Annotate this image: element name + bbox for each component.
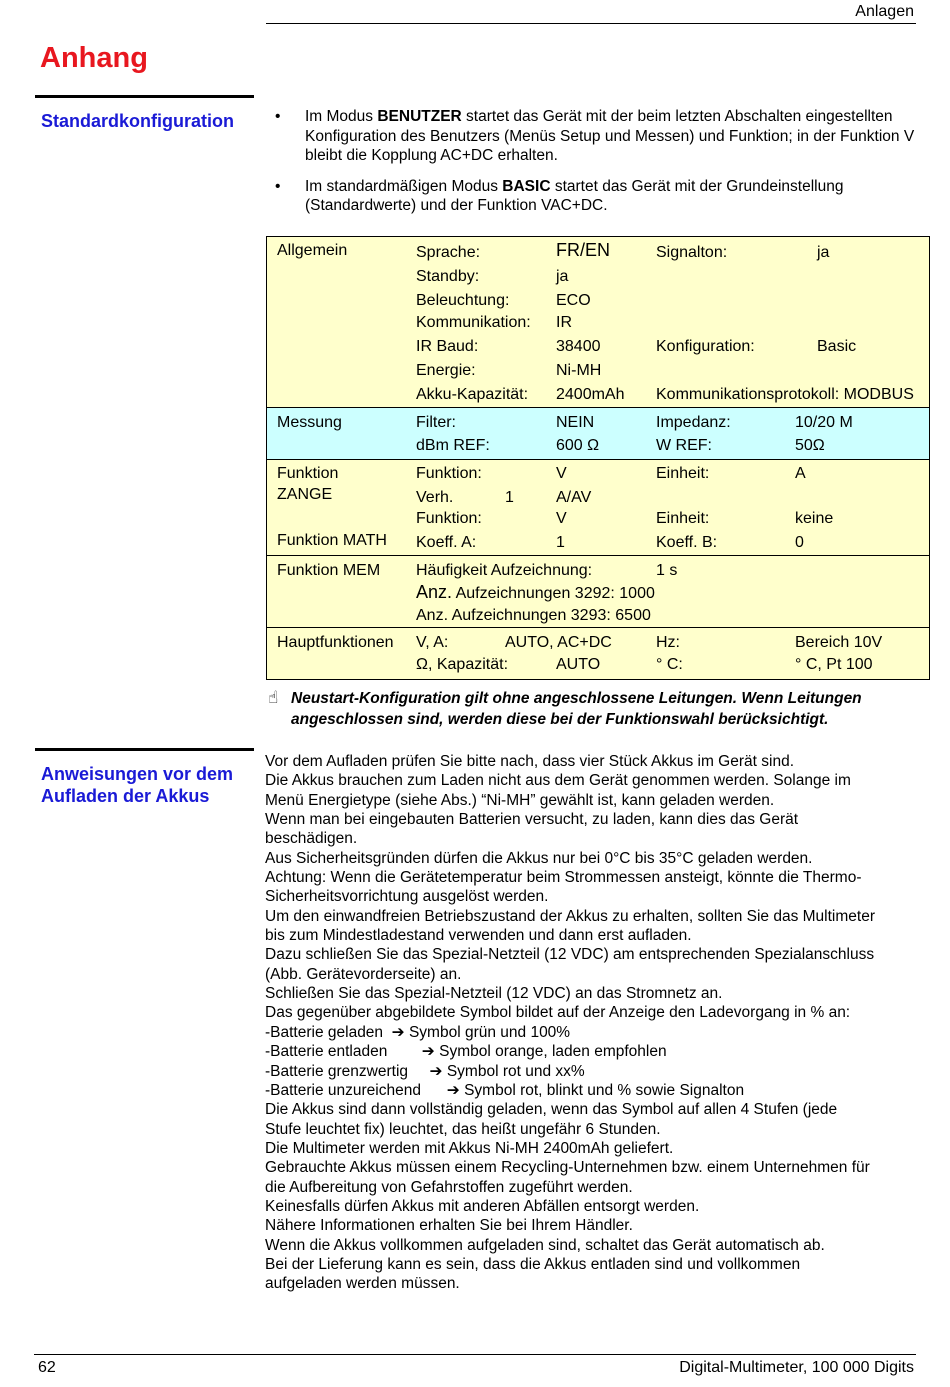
text-line: Die Akkus sind dann vollständig geladen, wenn das Symbol auf allen 4 Stufen (jede (265, 1101, 838, 1119)
group-label: ZANGE (277, 486, 333, 503)
group-label: Funktion (277, 465, 339, 482)
text-line: bis zum Mindestladestand verwenden und dann erst aufladen. (265, 927, 692, 945)
group-label: Hauptfunktionen (277, 634, 394, 651)
cell-label: Energie: (416, 362, 476, 379)
cell-label: IR Baud: (416, 338, 479, 355)
bullet-text: Im standardmäßigen Modus (305, 177, 503, 195)
header-rule (266, 23, 916, 24)
bullet-keyword: BASIC (502, 177, 551, 195)
cell-label: Verh. (416, 489, 454, 506)
cell-value: ja (817, 244, 830, 261)
section-rule (35, 95, 254, 98)
text-line: -Batterie geladen ➔ Symbol grün und 100% (265, 1023, 571, 1041)
cell-label: Kommunikationsprotokoll: MODBUS (656, 386, 914, 403)
text-line: Achtung: Wenn die Gerätetemperatur beim Strommessen ansteigt, könnte die Thermo- (265, 869, 862, 887)
cell-label: Impedanz: (656, 414, 731, 431)
cell-label: Standby: (416, 268, 480, 285)
cell-value: 600 Ω (556, 437, 600, 454)
cell-value: 1 s (656, 562, 678, 579)
page-number: 62 (38, 1359, 56, 1376)
text-line: Dazu schließen Sie das Spezial-Netzteil (12 VDC) am entsprechenden Spezialanschluss (265, 946, 875, 964)
text-line: Die Akkus brauchen zum Laden nicht aus dem Gerät genommen werden. Solange im (265, 772, 851, 790)
section-rule (35, 748, 254, 751)
cell-label: W REF: (656, 437, 712, 454)
bullet-dot-icon: • (275, 177, 281, 195)
cell-value: FR/EN (556, 240, 610, 260)
text-line: Menü Energietype (siehe Abs.) “Ni-MH” gewählt ist, kann geladen werden. (265, 791, 775, 809)
cell-label: Häufigkeit Aufzeichnung: (416, 562, 593, 579)
cell-text-rest: Aufzeichnungen 3292: 1000 (452, 585, 655, 602)
cell-value: ECO (556, 292, 591, 309)
cell-label: Sprache: (416, 244, 481, 261)
cell-value: 50Ω (795, 437, 825, 454)
bullet-text: Im Modus (305, 108, 378, 125)
cell-label: Einheit: (656, 465, 710, 482)
bullet-list (275, 107, 935, 227)
bullet-item (275, 107, 935, 166)
cell-value: V (556, 465, 567, 482)
text-line: Aus Sicherheitsgründen dürfen die Akkus nur bei 0°C bis 35°C geladen werden. (265, 849, 813, 867)
table-row-hauptfunktionen (267, 627, 929, 679)
cell-value: 2400mAh (556, 386, 625, 403)
cell-label: Koeff. B: (656, 534, 718, 551)
bullet-text: startet das Gerät mit der Grundeinstellung (Standardwerte) und der Funktion VAC+DC. (305, 177, 844, 214)
cell-value: 38400 (556, 338, 601, 355)
cell-value: V (556, 510, 567, 527)
text-line: Wenn die Akkus vollkommen aufgeladen sind, schaltet das Gerät automatisch ab. (265, 1236, 825, 1254)
section-heading (41, 763, 233, 807)
text-line: Bei der Lieferung kann es sein, dass die Akkus entladen sind und vollkommen (265, 1255, 801, 1273)
hand-pointing-icon: ☝ (268, 688, 279, 707)
text-line: -Batterie grenzwertig ➔ Symbol rot und xx% (265, 1062, 585, 1080)
text-line: Nähere Informationen erhalten Sie bei Ihrem Händler. (265, 1217, 633, 1235)
bullet-dot-icon: • (275, 108, 281, 125)
cell-value: 10/20 M (795, 414, 853, 431)
text-line: Keinesfalls dürfen Akkus mit anderen Abfällen entsorgt werden. (265, 1197, 700, 1215)
bullet-item (275, 177, 935, 216)
text-line: -Batterie unzureichend ➔ Symbol rot, blinkt und % sowie Signalton (265, 1081, 745, 1099)
running-header: Anlagen (855, 3, 914, 20)
chapter-title: Anhang (40, 42, 148, 74)
text-line: Schließen Sie das Spezial-Netzteil (12 VDC) an das Stromnetz an. (265, 985, 723, 1003)
cell-text-prefix: Anz. (416, 582, 453, 602)
cell-label: Signalton: (656, 244, 728, 261)
text-line: Stufe leuchtet fix) leuchtet, das heißt ungefähr 6 Stunden. (265, 1120, 661, 1138)
cell-value: 1 (556, 534, 565, 551)
group-label: Funktion MEM (277, 562, 381, 579)
section-heading: Standardkonfiguration (41, 111, 234, 131)
product-name: Digital-Multimeter, 100 000 Digits (679, 1359, 914, 1376)
cell-text (416, 583, 655, 603)
text-line: Das gegenüber abgebildete Symbol bildet auf der Anzeige den Ladevorgang in % an: (265, 1004, 851, 1022)
text-line: die Aufbereitung von Gefahrstoffen zugeführt werden. (265, 1178, 633, 1196)
cell-label: dBm REF: (416, 437, 490, 454)
text-line: aufgeladen werden müssen. (265, 1275, 460, 1293)
table-row-messung (267, 407, 929, 460)
cell-value: keine (795, 510, 834, 527)
cell-label: V, A: (416, 634, 449, 651)
cell-label: Hz: (656, 634, 680, 651)
text-line: -Batterie entladen ➔ Symbol orange, laden empfohlen (265, 1043, 667, 1061)
cell-value: Ni-MH (556, 362, 602, 379)
cell-value: A (795, 465, 806, 482)
group-label: Messung (277, 414, 342, 431)
cell-value: NEIN (556, 414, 595, 431)
text-line: Um den einwandfreien Betriebszustand der Akkus zu erhalten, sollten Sie das Multimeter (265, 907, 875, 925)
restart-note (268, 688, 928, 730)
text-line: (Abb. Gerätevorderseite) an. (265, 965, 462, 983)
cell-label: Konfiguration: (656, 338, 755, 355)
cell-value: Basic (817, 338, 857, 355)
text-line: Wenn man bei eingebauten Batterien versucht, zu laden, kann dies das Gerät (265, 811, 799, 829)
text-line: Sicherheitsvorrichtung ausgelöst werden. (265, 888, 549, 906)
cell-label: Koeff. A: (416, 534, 477, 551)
section-heading-line: Aufladen der Akkus (41, 786, 210, 806)
cell-label: Funktion: (416, 465, 482, 482)
config-table (266, 236, 930, 680)
cell-label: Ω, Kapazität: (416, 656, 509, 673)
bullet-keyword: BENUTZER (377, 108, 462, 125)
cell-label: Kommunikation: (416, 314, 531, 331)
cell-value: Bereich 10V (795, 634, 883, 651)
cell-label: Funktion: (416, 510, 482, 527)
cell-value: IR (556, 314, 572, 331)
cell-text: Anz. Aufzeichnungen 3293: 6500 (416, 607, 651, 624)
section-heading-line: Anweisungen vor dem (41, 764, 234, 784)
text-line: Die Multimeter werden mit Akkus Ni-MH 2400mAh geliefert. (265, 1139, 674, 1157)
text-line: Gebrauchte Akkus müssen einem Recycling-Unternehmen bzw. einem Unternehmen für (265, 1159, 870, 1177)
table-row-allgemein (267, 237, 929, 407)
group-label: Funktion MATH (277, 532, 387, 549)
bullet-text: startet das Gerät mit der beim letzten Abschalten eingestellten Konfiguration des Benutzers (Menüs Setup und Messen) und Funktion; in der Funktion V bleibt die Kopplung AC+DC erhalten. (305, 108, 915, 164)
cell-label: Einheit: (656, 510, 710, 527)
table-row-funktion (267, 459, 929, 556)
note-text: Neustart-Konfiguration gilt ohne angeschlossene Leitungen. Wenn Leitungen angeschlossen sind, werden diese bei der Funktionswahl berücksichtigt. (291, 690, 862, 728)
cell-value: AUTO, AC+DC (505, 634, 612, 651)
cell-label: ° C: (656, 656, 683, 673)
cell-value: ja (556, 268, 569, 285)
cell-label: Akku-Kapazität: (416, 386, 529, 403)
group-label: Allgemein (277, 242, 348, 259)
cell-value: 0 (795, 534, 804, 551)
table-row-mem (267, 555, 929, 628)
text-line: Vor dem Aufladen prüfen Sie bitte nach, dass vier Stück Akkus im Gerät sind. (265, 753, 794, 770)
cell-value: A/AV (556, 489, 592, 506)
footer-rule (34, 1354, 916, 1355)
cell-label: Filter: (416, 414, 456, 431)
cell-label: Beleuchtung: (416, 292, 510, 309)
charging-instructions (265, 752, 935, 1294)
text-line: beschädigen. (265, 830, 358, 848)
cell-value: ° C, Pt 100 (795, 656, 873, 673)
cell-value: AUTO (556, 656, 601, 673)
cell-value: 1 (505, 489, 514, 506)
